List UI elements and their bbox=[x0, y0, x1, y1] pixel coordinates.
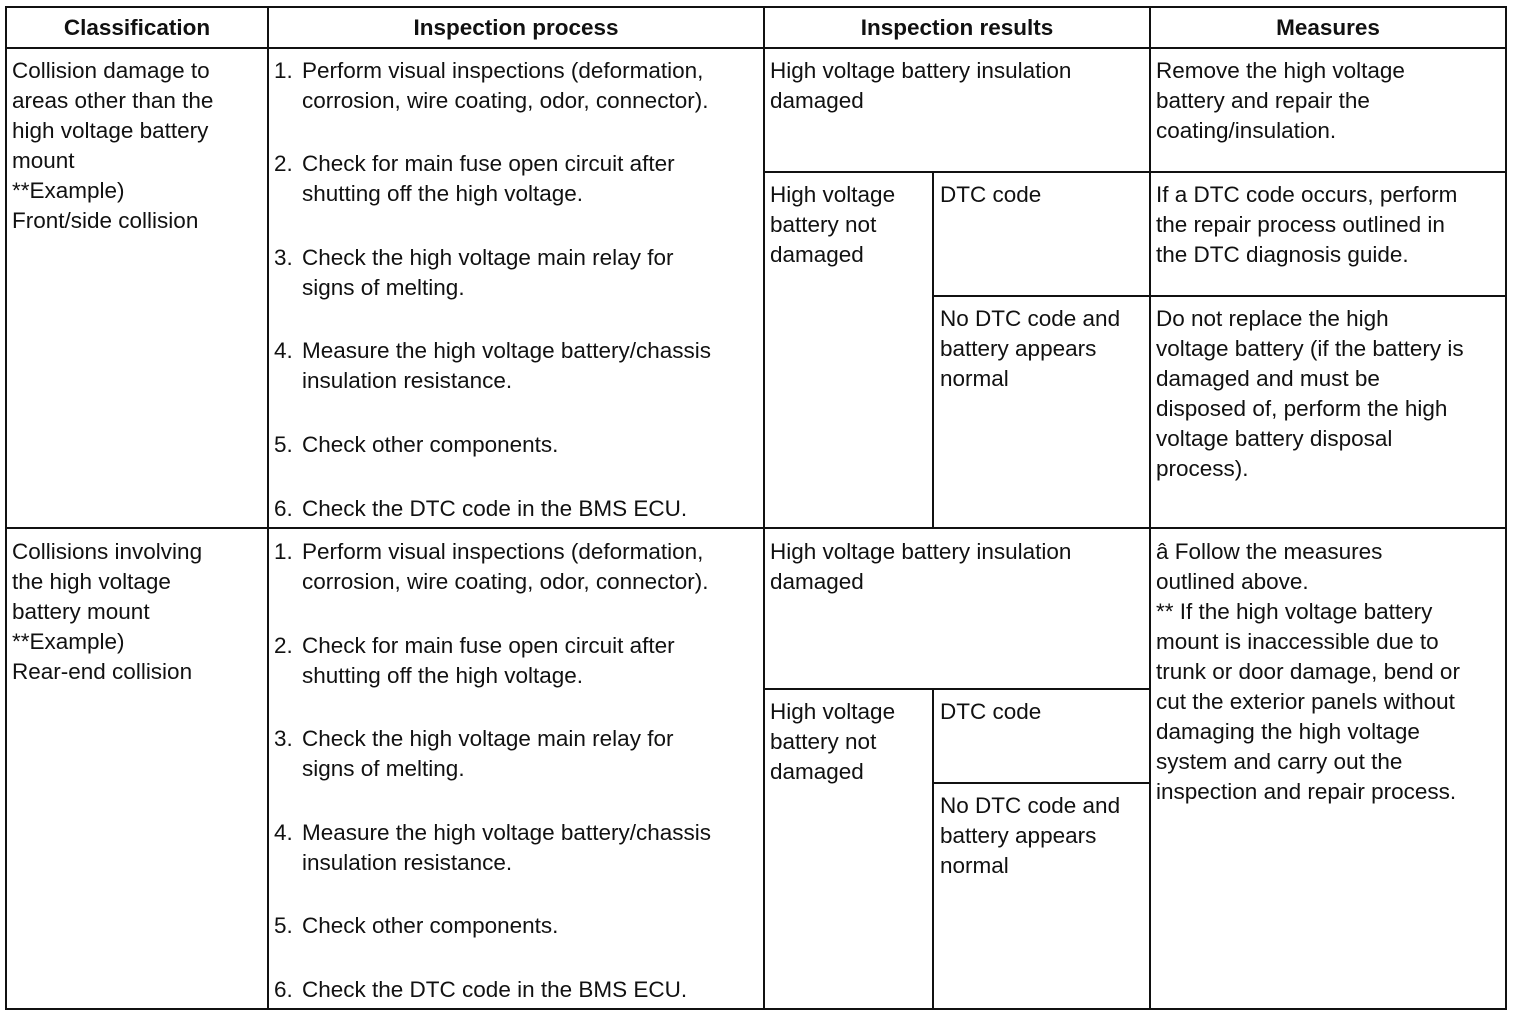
row2-step: 2. Check for main fuse open circuit after shutting off the high voltage. bbox=[274, 633, 675, 688]
row2-result-insulation-damaged: High voltage battery insulation damaged bbox=[770, 539, 1072, 594]
row1-result-no-dtc-code: No DTC code and battery appears normal bbox=[940, 306, 1121, 391]
row1-classification: Collision damage to areas other than the high voltage battery mount **Example) Front/side collision bbox=[12, 58, 214, 233]
header-inspection-process: Inspection process bbox=[413, 15, 619, 40]
row2-result-no-dtc-code: No DTC code and battery appears normal bbox=[940, 793, 1121, 878]
cell-divider bbox=[932, 171, 934, 528]
row1-measure-insulation-damaged: Remove the high voltage battery and repair the coating/insulation. bbox=[1156, 58, 1405, 143]
cell-divider bbox=[932, 295, 1507, 297]
row2-step: 4. Measure the high voltage battery/chassis insulation resistance. bbox=[274, 820, 711, 875]
row1-step: 5. Check other components. bbox=[274, 432, 559, 457]
header-inspection-results: Inspection results bbox=[860, 15, 1054, 40]
row2-result-battery-not-damaged: High voltage battery not damaged bbox=[770, 699, 896, 784]
table-border bbox=[5, 6, 1507, 1010]
header-measures: Measures bbox=[1276, 15, 1380, 40]
cell-divider bbox=[763, 171, 1507, 173]
row2-step: 3. Check the high voltage main relay for signs of melting. bbox=[274, 726, 674, 781]
row-divider bbox=[5, 527, 1507, 529]
row2-step: 1. Perform visual inspections (deformation, corrosion, wire coating, odor, connector). bbox=[274, 539, 709, 594]
row2-measure: â Follow the measures outlined above. ** If the high voltage battery mount is inaccessible due to trunk or door damage, bend or cut the exterior panels without damaging the high voltage system and carry out the inspection and repair process. bbox=[1156, 539, 1460, 804]
inspection-table bbox=[5, 6, 1507, 1010]
row2-classification: Collisions involving the high voltage battery mount **Example) Rear-end collision bbox=[12, 539, 203, 684]
cell-divider bbox=[932, 688, 934, 1010]
row1-measure-no-dtc-code: Do not replace the high voltage battery (if the battery is damaged and must be disposed of, perform the high voltage battery disposal process). bbox=[1156, 306, 1464, 481]
row1-result-insulation-damaged: High voltage battery insulation damaged bbox=[770, 58, 1072, 113]
row1-result-dtc-code: DTC code bbox=[940, 182, 1042, 207]
column-divider bbox=[267, 6, 269, 1010]
row2-step: 5. Check other components. bbox=[274, 913, 559, 938]
row1-step: 4. Measure the high voltage battery/chassis insulation resistance. bbox=[274, 338, 711, 393]
header-classification: Classification bbox=[63, 15, 211, 40]
column-divider bbox=[1149, 6, 1151, 1010]
row1-step: 1. Perform visual inspections (deformation, corrosion, wire coating, odor, connector). bbox=[274, 58, 709, 113]
column-divider bbox=[763, 6, 765, 1010]
row2-result-dtc-code: DTC code bbox=[940, 699, 1042, 724]
row1-result-battery-not-damaged: High voltage battery not damaged bbox=[770, 182, 896, 267]
cell-divider bbox=[932, 782, 1151, 784]
row1-step: 6. Check the DTC code in the BMS ECU. bbox=[274, 496, 688, 521]
cell-divider bbox=[763, 688, 1151, 690]
row1-measure-dtc-code: If a DTC code occurs, perform the repair process outlined in the DTC diagnosis guide. bbox=[1156, 182, 1458, 267]
row1-step: 2. Check for main fuse open circuit after shutting off the high voltage. bbox=[274, 151, 675, 206]
row1-step: 3. Check the high voltage main relay for signs of melting. bbox=[274, 245, 674, 300]
row2-step: 6. Check the DTC code in the BMS ECU. bbox=[274, 977, 688, 1002]
